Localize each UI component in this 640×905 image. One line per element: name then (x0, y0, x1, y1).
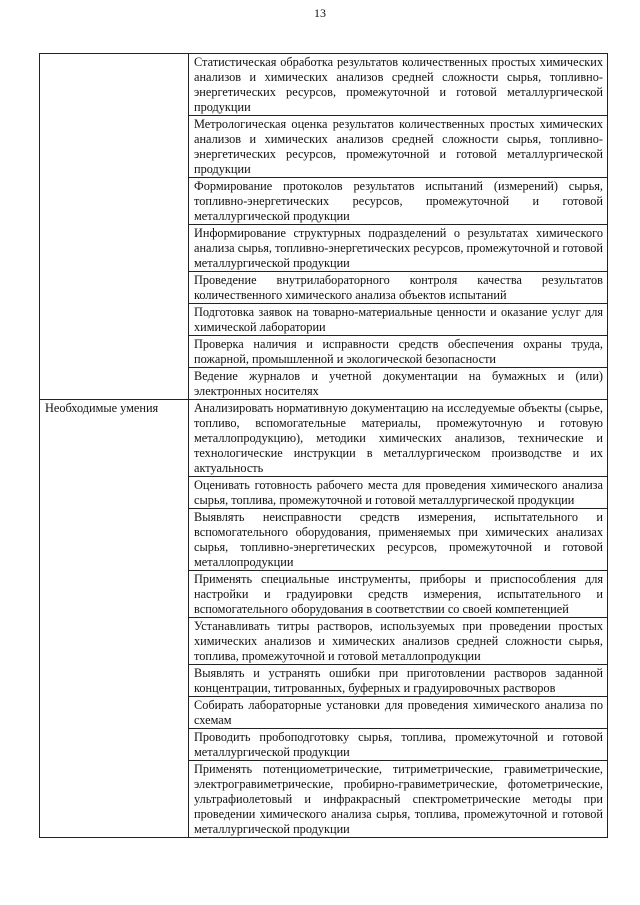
item-cell: Проводить пробоподготовку сырья, топлива, промежуточной и готовой металлургической продукции (189, 729, 608, 761)
item-cell: Статистическая обработка результатов количественных простых химических анализов и химических анализов средней сложности сырья, топливно-энергетических ресурсов, промежуточной и готовой металлургической продукции (189, 54, 608, 116)
item-cell: Оценивать готовность рабочего места для проведения химического анализа сырья, топлива, промежуточной и готовой металлургической продукции (189, 477, 608, 509)
table-row (40, 54, 608, 116)
item-cell: Метрологическая оценка результатов количественных простых химических анализов и химических анализов средней сложности сырья, топливно-энергетических ресурсов, промежуточной и готовой металлургической продукции (189, 116, 608, 178)
table-body (40, 54, 608, 838)
item-cell: Применять потенциометрические, титриметрические, гравиметрические, электрогравиметрические, пробирно-гравиметрические, фотометрические, ультрафиолетовый и инфракрасный спектрометрические методы при проведении химического анализа сырья, топлива, промежуточной и готовой металлургической продукции (189, 761, 608, 838)
item-cell: Применять специальные инструменты, приборы и приспособления для настройки и градуировки средств измерения, испытательного и вспомогательного оборудования в соответствии со своей компетенцией (189, 571, 608, 618)
section-label-cell: Необходимые умения (40, 400, 189, 838)
item-cell: Устанавливать титры растворов, используемых при проведении простых химических анализов и химических анализов средней сложности сырья, топлива, промежуточной и готовой металлопродукции (189, 618, 608, 665)
item-cell: Информирование структурных подразделений о результатах химического анализа сырья, топливно-энергетических ресурсов, промежуточной и готовой металлургической продукции (189, 225, 608, 272)
item-cell: Анализировать нормативную документацию на исследуемые объекты (сырье, топливо, вспомогательные материалы, промежуточную и готовую металлопродукцию), методики химических анализов, технические и технологические инструкции в металлургическом производстве и их актуальность (189, 400, 608, 477)
item-cell: Подготовка заявок на товарно-материальные ценности и оказание услуг для химической лаборатории (189, 304, 608, 336)
item-cell: Выявлять неисправности средств измерения, испытательного и вспомогательного оборудования, применяемых при химических анализах сырья, топливно-энергетических ресурсов, промежуточной и готовой металлопродукции (189, 509, 608, 571)
section-label-cell (40, 54, 189, 400)
item-cell: Выявлять и устранять ошибки при приготовлении растворов заданной концентрации, титрованных, буферных и градуировочных растворов (189, 665, 608, 697)
item-cell: Проверка наличия и исправности средств обеспечения охраны труда, пожарной, промышленной и экологической безопасности (189, 336, 608, 368)
page-number: 13 (314, 6, 326, 20)
item-cell: Проведение внутрилабораторного контроля качества результатов количественного химического анализа объектов испытаний (189, 272, 608, 304)
competency-table (39, 53, 608, 838)
table-row (40, 400, 608, 477)
item-cell: Собирать лабораторные установки для проведения химического анализа по схемам (189, 697, 608, 729)
item-cell: Ведение журналов и учетной документации на бумажных и (или) электронных носителях (189, 368, 608, 400)
item-cell: Формирование протоколов результатов испытаний (измерений) сырья, топливно-энергетических ресурсов, промежуточной и готовой металлургической продукции (189, 178, 608, 225)
